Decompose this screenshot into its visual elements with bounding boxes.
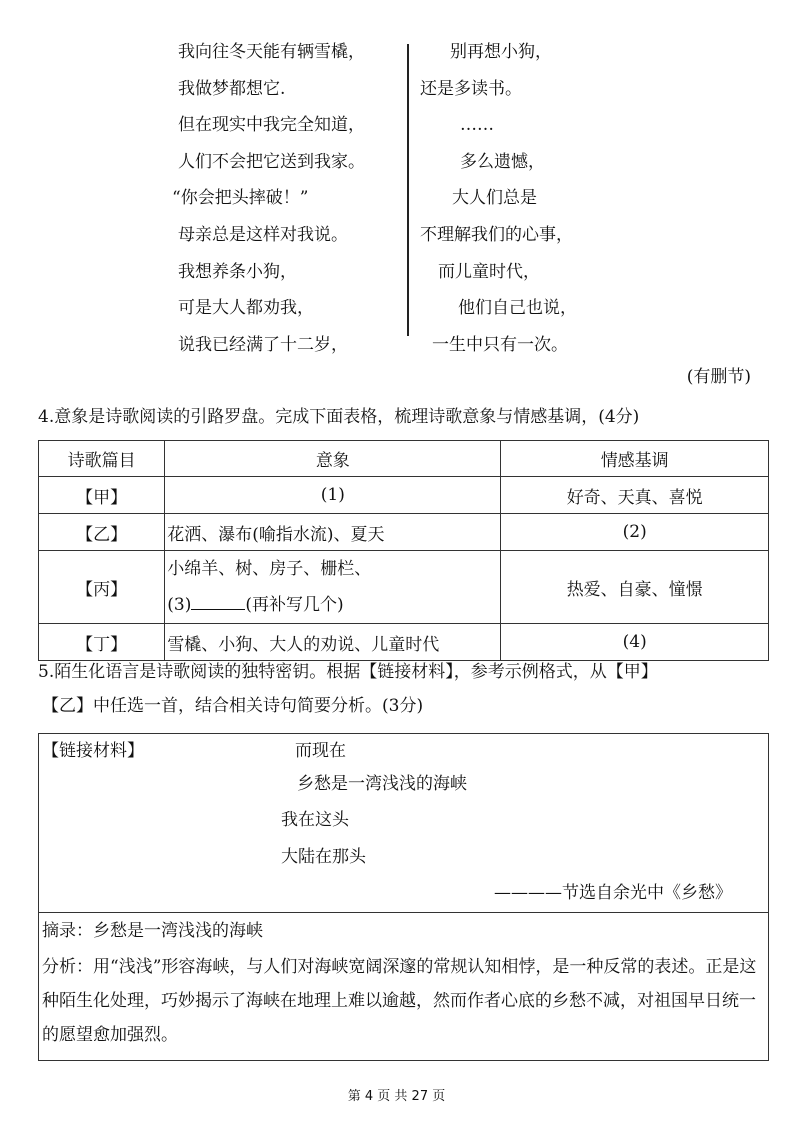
- poem-left-column: [172, 34, 408, 363]
- poem-line: 我想养条小狗，: [178, 261, 297, 282]
- row-image: 雪橇、小狗、大人的劝说、儿童时代: [165, 624, 501, 661]
- row-image: (1): [165, 477, 501, 514]
- material-line: 大陆在那头: [281, 847, 366, 867]
- analysis-text: 分析：用“浅浅”形容海峡，与人们对海峡宽阔深邃的常规认知相悖，是一种反常的表述。正是这种陌生化处理，巧妙揭示了海峡在地理上难以逾越，然而作者心底的乡愁不减，对祖国早日统一的愿望愈加强烈。: [42, 957, 757, 1045]
- material-source: ————节选自余光中《乡愁》: [494, 883, 732, 903]
- header-title: 诗歌篇目: [39, 441, 165, 477]
- poem-line: 大人们总是: [452, 188, 537, 209]
- poem-line: 说我已经满了十二岁，: [178, 334, 348, 355]
- row-emotion: (4): [501, 624, 769, 661]
- poem-line: 我做梦都想它.: [178, 78, 286, 99]
- poem-right-column: [418, 34, 668, 363]
- box-divider: [39, 912, 768, 913]
- material-label: 【链接材料】: [42, 741, 144, 761]
- row-image-line: [167, 587, 498, 623]
- table-row: [39, 551, 769, 624]
- row-image-line: 小绵羊、树、房子、栅栏、: [167, 559, 372, 579]
- abridged-note: (有删节): [686, 367, 751, 387]
- poem-line: 不理解我们的心事，: [420, 224, 573, 245]
- poem-line: 一生中只有一次。: [432, 334, 568, 355]
- table-row: [39, 477, 769, 514]
- poem-line: 别再想小狗，: [450, 42, 552, 62]
- row-title: 【丙】: [39, 551, 165, 624]
- question-5-line: 5.陌生化语言是诗歌阅读的独特密钥。根据【链接材料】，参考示例格式，从【甲】: [38, 662, 658, 682]
- column-divider: [407, 44, 409, 336]
- poem-line: 可是大人都劝我，: [178, 298, 314, 319]
- row-emotion: (2): [501, 514, 769, 551]
- row-title: 【乙】: [39, 514, 165, 551]
- question-4: 4.意象是诗歌阅读的引路罗盘。完成下面表格，梳理诗歌意象与情感基调，(4分): [38, 407, 640, 427]
- row-image: 花洒、瀑布(喻指水流)、夏天: [165, 514, 501, 551]
- imagery-table: [38, 440, 769, 661]
- poem-line: 母亲总是这样对我说。: [178, 224, 348, 245]
- row-title: 【甲】: [39, 477, 165, 514]
- poem-line: 我向往冬天能有辆雪橇，: [178, 42, 365, 62]
- header-image: 意象: [165, 441, 501, 477]
- header-emotion: 情感基调: [501, 441, 769, 477]
- table-header-row: [39, 441, 769, 477]
- poem-line: 还是多读书。: [420, 78, 522, 99]
- material-line: 而现在: [295, 741, 346, 761]
- poem-line: 而儿童时代，: [438, 261, 540, 282]
- question-5-line: 【乙】中任选一首，结合相关诗句简要分析。(3分): [42, 696, 424, 716]
- row-image: [165, 551, 501, 624]
- question-5: [38, 655, 758, 723]
- table-row: [39, 514, 769, 551]
- excerpt: 摘录：乡愁是一湾浅浅的海峡: [42, 921, 263, 941]
- material-line: 我在这头: [281, 810, 349, 830]
- poem-line: 人们不会把它送到我家。: [178, 151, 365, 172]
- blank-hint: (再补写几个): [245, 595, 344, 615]
- poem-line: 他们自己也说，: [458, 298, 577, 319]
- poem-line: 多么遗憾，: [460, 151, 545, 172]
- material-line: 乡愁是一湾浅浅的海峡: [297, 774, 467, 794]
- poem-line: “你会把头摔破！”: [172, 188, 309, 209]
- row-emotion: 好奇、天真、喜悦: [501, 477, 769, 514]
- blank-number: (3): [167, 595, 192, 615]
- row-emotion: 热爱、自豪、憧憬: [501, 551, 769, 624]
- row-title: 【丁】: [39, 624, 165, 661]
- material-box: [38, 733, 769, 1061]
- poem-line: ……: [460, 115, 494, 136]
- poem-line: 但在现实中我完全知道，: [178, 115, 365, 136]
- page-footer: 第 4 页 共 27 页: [347, 1089, 446, 1104]
- answer-blank[interactable]: [191, 591, 245, 610]
